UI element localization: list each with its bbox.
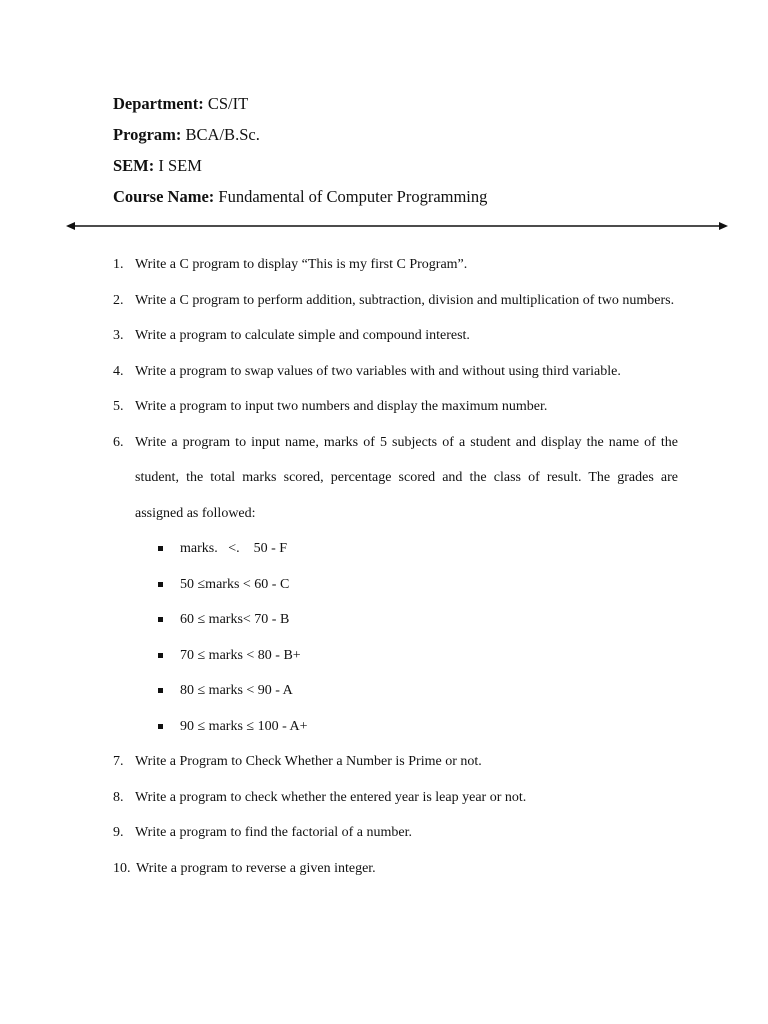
grade-item bbox=[158, 638, 678, 674]
program-value: BCA/B.Sc. bbox=[181, 125, 260, 144]
question-text: Write a program to find the factorial of a number. bbox=[135, 825, 412, 840]
question-text: Write a Program to Check Whether a Number is Prime or not. bbox=[135, 754, 482, 769]
question-number: 10. bbox=[113, 860, 131, 876]
question-item bbox=[113, 744, 678, 780]
question-item bbox=[113, 389, 678, 425]
double-arrow-icon bbox=[66, 220, 728, 232]
double-arrow-divider bbox=[66, 220, 728, 232]
grade-text: 80 ≤ marks < 90 - A bbox=[180, 683, 293, 698]
grade-list bbox=[135, 531, 678, 744]
course-label: Course Name: bbox=[113, 187, 215, 206]
question-item bbox=[113, 247, 678, 283]
question-number: 3. bbox=[113, 328, 124, 343]
question-text: Write a program to calculate simple and compound interest. bbox=[135, 328, 470, 343]
question-number: 9. bbox=[113, 825, 124, 840]
square-bullet-icon bbox=[158, 688, 163, 693]
sem-line bbox=[113, 154, 713, 185]
question-number: 7. bbox=[113, 754, 124, 769]
question-text: Write a program to input two numbers and display the maximum number. bbox=[135, 399, 548, 414]
grade-item bbox=[158, 673, 678, 709]
sem-value: I SEM bbox=[154, 156, 202, 175]
question-number: 2. bbox=[113, 292, 124, 308]
document-header bbox=[113, 92, 713, 216]
question-text: Write a C program to display “This is my first C Program”. bbox=[135, 257, 468, 272]
question-number: 5. bbox=[113, 399, 124, 414]
question-number: 1. bbox=[113, 257, 124, 272]
grade-text: 70 ≤ marks < 80 - B+ bbox=[180, 647, 301, 663]
department-label: Department: bbox=[113, 94, 204, 113]
grade-item bbox=[158, 709, 678, 745]
question-number: 4. bbox=[113, 363, 124, 379]
question-item bbox=[113, 851, 678, 887]
question-item bbox=[113, 283, 678, 319]
grade-text: marks. <. 50 - F bbox=[180, 541, 288, 556]
course-line bbox=[113, 185, 713, 216]
square-bullet-icon bbox=[158, 582, 163, 587]
grade-item bbox=[158, 531, 678, 567]
department-line bbox=[113, 92, 713, 123]
grade-item bbox=[158, 567, 678, 603]
sem-label: SEM: bbox=[113, 156, 155, 175]
question-text: Write a program to input name, marks of 5 subjects of a student and display the name of the student, the total marks scored, percentage scored and the class of result. The grades are assigned as followed: bbox=[135, 434, 678, 521]
question-text: Write a C program to perform addition, subtraction, division and multiplication of two numbers. bbox=[135, 292, 675, 308]
question-item bbox=[113, 354, 678, 390]
course-value: Fundamental of Computer Programming bbox=[214, 187, 488, 206]
department-value: CS/IT bbox=[203, 94, 249, 113]
question-text: Write a program to swap values of two variables with and without using third variable. bbox=[135, 363, 621, 379]
square-bullet-icon bbox=[158, 617, 163, 622]
question-number: 6. bbox=[113, 434, 124, 450]
question-list bbox=[113, 247, 678, 886]
question-text: Write a program to reverse a given integer. bbox=[136, 860, 376, 876]
program-line bbox=[113, 123, 713, 154]
question-text: Write a program to check whether the entered year is leap year or not. bbox=[135, 789, 527, 805]
question-item bbox=[113, 815, 678, 851]
grade-text: 60 ≤ marks< 70 - B bbox=[180, 612, 290, 627]
question-item bbox=[113, 780, 678, 816]
grade-text: 90 ≤ marks ≤ 100 - A+ bbox=[180, 718, 308, 734]
square-bullet-icon bbox=[158, 653, 163, 658]
square-bullet-icon bbox=[158, 546, 163, 551]
grade-text: 50 ≤marks < 60 - C bbox=[180, 576, 290, 592]
program-label: Program: bbox=[113, 125, 182, 144]
question-item bbox=[113, 425, 678, 745]
question-item bbox=[113, 318, 678, 354]
question-number: 8. bbox=[113, 789, 124, 805]
grade-item bbox=[158, 602, 678, 638]
square-bullet-icon bbox=[158, 724, 163, 729]
